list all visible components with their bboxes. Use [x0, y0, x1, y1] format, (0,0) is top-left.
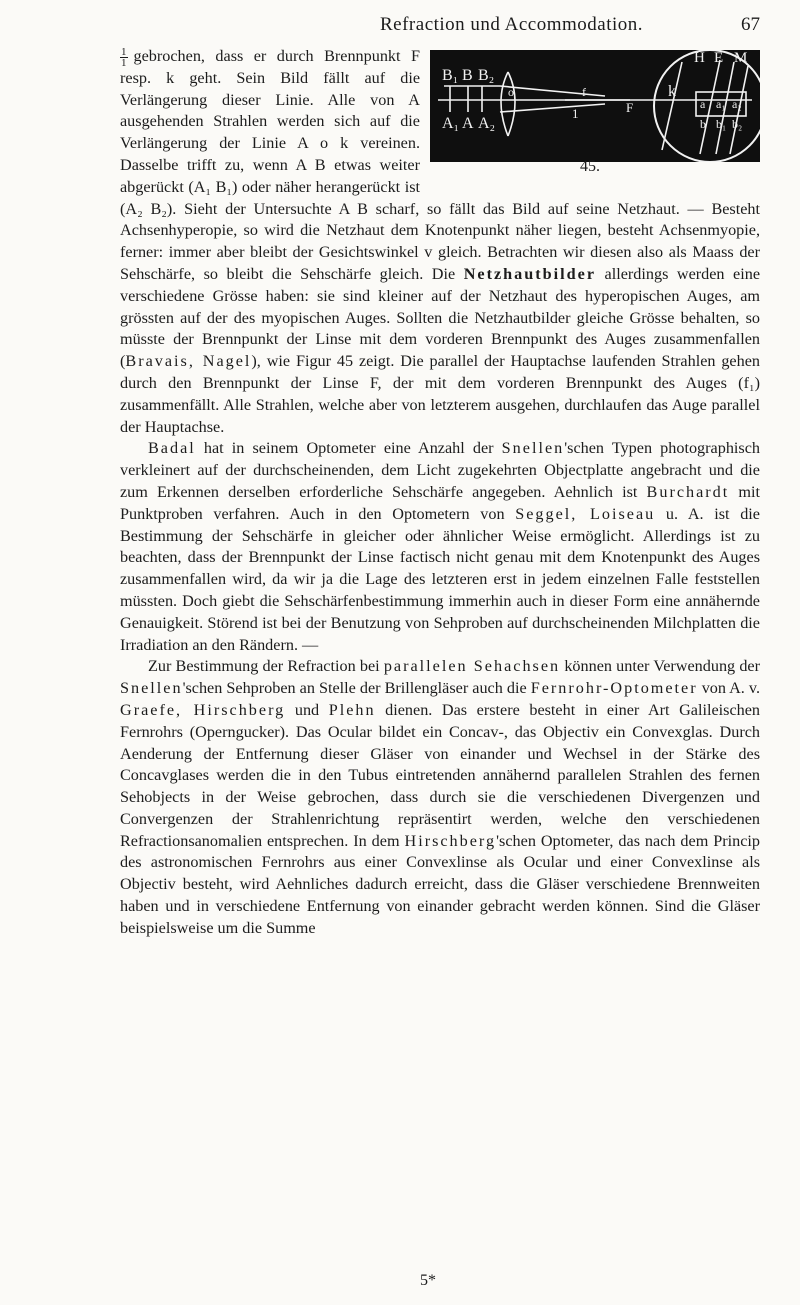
- signature-mark: 5*: [420, 1272, 436, 1289]
- label-B: B: [462, 67, 473, 84]
- label-o: o: [508, 85, 514, 99]
- paragraph-3: Zur Bestimmung der Refraction bei parallelen Sehachsen können unter Verwendung der Snellen'schen Sehproben an Stelle der Brillengläser auch die Fernrohr-Optometer von A. v. Graefe, Hirschberg und Plehn dienen. Das erstere besteht in einer Art Galileischen Fernrohrs (Operngucker). Das Ocular bildet ein Concav-, das Objectiv ein Convexglas. Durch Aenderung der Entfernung dieser Gläser von einander und Wechsel in der Stärke des Concavglases werden die in den Tubus eintretenden annähernd parallelen Strahlen des fernen Sehobjects in der Weise gebrochen, dass durch sie die verschiedenen Divergenzen und Convergenzen der Strahlenrichtung repräsentirt werden, welche den verschiedenen Refractionsanomalien entsprechen. In dem Hirschberg'schen Optometer, das nach dem Princip des astronomischen Fernrohrs aus einer Convexlinse als Ocular und einer Convexlinse als Objectiv besteht, wird Aehnliches dadurch erreicht, dass die Gläser verschiedene Brennweiten haben und in verschiedene Entfernung von einander gebracht werden können. Sind die Gläser beispielsweise um die Summe: [120, 657, 761, 937]
- label-k: k: [668, 83, 676, 100]
- label-F: F: [626, 100, 634, 115]
- author-snellen: Snellen: [501, 439, 565, 458]
- emphasis-parallelen: parallelen Sehachsen: [383, 657, 561, 676]
- running-title: Refraction und Accommodation.: [380, 14, 644, 35]
- emphasis-netzhautbilder: Netzhautbilder: [463, 264, 597, 283]
- label-A1: A₁: [442, 115, 460, 132]
- running-header: [120, 14, 760, 40]
- label-E: E: [714, 50, 724, 66]
- author-burchardt: Burchardt: [646, 482, 730, 501]
- paragraph-1: $\frac{1}{1}$ gebrochen, dass er durch Brennpunkt F resp. k geht. Sein Bild fällt auf die Verlängerung dieser Linie. Alle von A ausgehenden Strahlen werden sich auf die Verlängerung der Linie A o k vereinen. Dasselbe trifft zu, wenn A B etwas weiter abgerückt (A₁ B₁) oder näher herangerückt ist (A₂ B₂). Sieht der Untersuchte A B scharf, so fällt das Bild auf seine Netzhaut. — Besteht Achsenhyperopie, so wird die Netzhaut dem Knotenpunkt näher liegen, besteht Achsenmyopie, ferner: immer aber bleibt der Gesichtswinkel v gleich. Betrachten wir diesen also als Maass der Sehschärfe, so bleibt die Sehschärfe gleich. Die Netzhautbilder allerdings werden eine verschiedene Grösse haben: sie sind kleiner auf der Netzhaut des hyperopischen Auges, am grössten auf der des myopischen Auges. Sollten die Netzhautbilder gleiche Grösse behalten, so müsste der Brennpunkt der Linse mit dem vorderen Brennpunkt des Auges zusammenfallen (Bravais, Nagel), wie Figur 45 zeigt. Die parallel der Hauptachse laufenden Strahlen gehen durch den Brennpunkt der Linse F, der mit dem vorderen Brennpunkt des Auges (f₁) zusammenfällt. Alle Strahlen, welche aber von letzterem ausgehen, durchlaufen das Auge parallel der Hauptachse.: [120, 45, 760, 436]
- author-badal: Badal: [148, 439, 196, 458]
- label-f: f: [582, 85, 586, 99]
- author-bravais-nagel: Bravais, Nagel: [125, 352, 252, 371]
- author-plehn: Plehn: [328, 700, 376, 719]
- page-body: [120, 46, 760, 940]
- label-H: H: [694, 50, 705, 66]
- author-graefe-hirschberg: Graefe, Hirschberg: [120, 700, 286, 719]
- label-A: A: [462, 115, 474, 132]
- label-A2: A₂: [478, 115, 496, 132]
- label-B2: B₂: [478, 67, 495, 84]
- figure-45: [430, 50, 760, 178]
- label-a: a: [700, 97, 706, 111]
- fraction: $\frac{1}{1}$: [121, 45, 127, 69]
- label-i: 1: [572, 106, 579, 121]
- label-B1: B₁: [442, 67, 459, 84]
- label-a1: a₁: [716, 97, 726, 111]
- figure-caption: 45.: [580, 158, 600, 176]
- label-a2: a₂: [732, 97, 742, 111]
- optometer-diagram: [430, 50, 760, 162]
- page-number: 67: [741, 14, 760, 35]
- author-snellen-2: Snellen: [120, 679, 183, 698]
- author-hirschberg: Hirschberg: [404, 831, 497, 850]
- author-seggel-loiseau: Seggel, Loiseau: [515, 504, 656, 523]
- label-M: M: [734, 50, 748, 66]
- label-b: b: [700, 117, 706, 131]
- paragraph-2: Badal hat in seinem Optometer eine Anzahl der Snellen'schen Typen photographisch verkleinert auf der durchscheinenden, dem Licht zugekehrten Objectplatte angebracht und die zum Erkennen derselben erforderliche Sehschärfe angegeben. Aehnlich ist Burchardt mit Punktproben verfahren. Auch in den Optometern von Seggel, Loiseau u. A. ist die Bestimmung der Sehschärfe in gleicher oder ähnlicher Weise ermöglicht. Allerdings ist zu beachten, dass der Brennpunkt der Linse factisch nicht genau mit dem Knotenpunkt des Auges zusammenfallen wird, da wir ja die Lage des letzteren erst in jedem einzelnen Falle feststellen müssten. Doch giebt die Sehschärfenbestimmung immerhin auch in dieser Form eine annähernde Genauigkeit. Störend ist bei der Benutzung von Sehproben auf durchscheinenden Milchplatten die Irradiation an den Rändern. —: [120, 439, 760, 654]
- emphasis-fernrohr: Fernrohr-Optometer: [530, 679, 698, 698]
- label-b2: b₂: [732, 117, 743, 131]
- label-b1: b₁: [716, 117, 727, 131]
